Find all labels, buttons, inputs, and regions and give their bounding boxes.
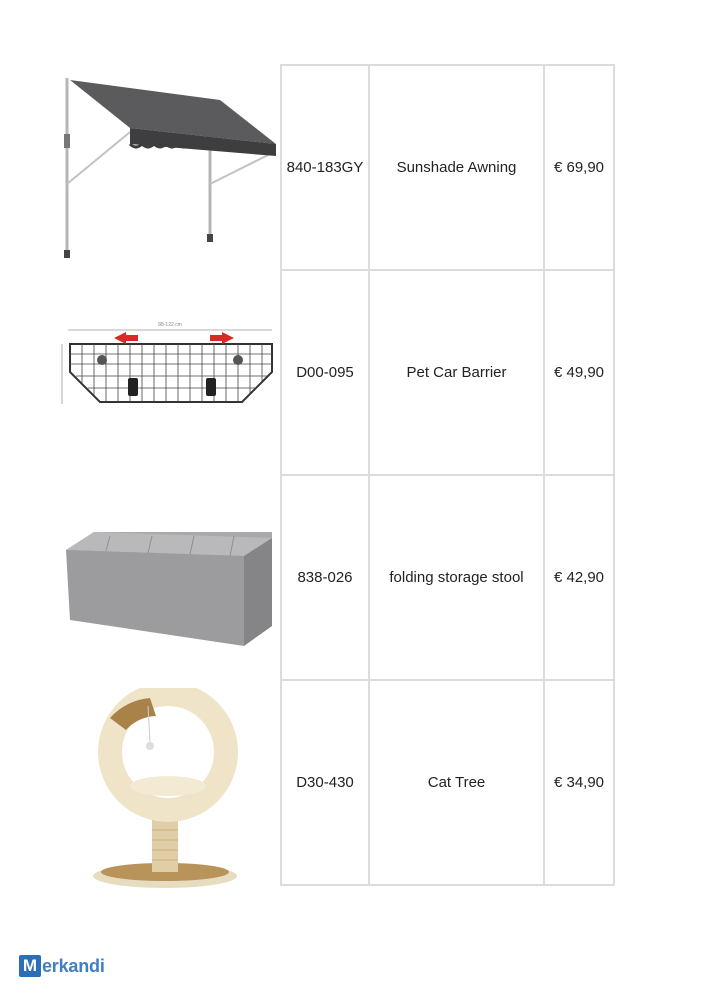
table-row xyxy=(281,65,614,270)
product-name: Cat Tree xyxy=(369,680,544,885)
product-name: Pet Car Barrier xyxy=(369,270,544,475)
logo-initial: M xyxy=(19,955,41,977)
product-price: € 34,90 xyxy=(544,680,614,885)
svg-text:88-122 cm: 88-122 cm xyxy=(158,322,182,328)
product-table xyxy=(280,64,615,886)
storage-stool-photo xyxy=(30,480,280,687)
product-code: 838-026 xyxy=(281,475,369,680)
product-code: D30-430 xyxy=(281,680,369,885)
pet-barrier-photo xyxy=(30,272,280,479)
product-name: folding storage stool xyxy=(369,475,544,680)
table-row xyxy=(281,270,614,475)
logo-text: erkandi xyxy=(42,955,105,976)
product-name: Sunshade Awning xyxy=(369,65,544,270)
product-code: D00-095 xyxy=(281,270,369,475)
product-price: € 69,90 xyxy=(544,65,614,270)
awning-photo xyxy=(30,64,280,271)
table-row xyxy=(281,680,614,885)
table-row xyxy=(281,475,614,680)
product-price: € 49,90 xyxy=(544,270,614,475)
product-code: 840-183GY xyxy=(281,65,369,270)
merkandi-logo xyxy=(19,955,105,977)
cat-tree-photo xyxy=(30,688,280,895)
product-price: € 42,90 xyxy=(544,475,614,680)
